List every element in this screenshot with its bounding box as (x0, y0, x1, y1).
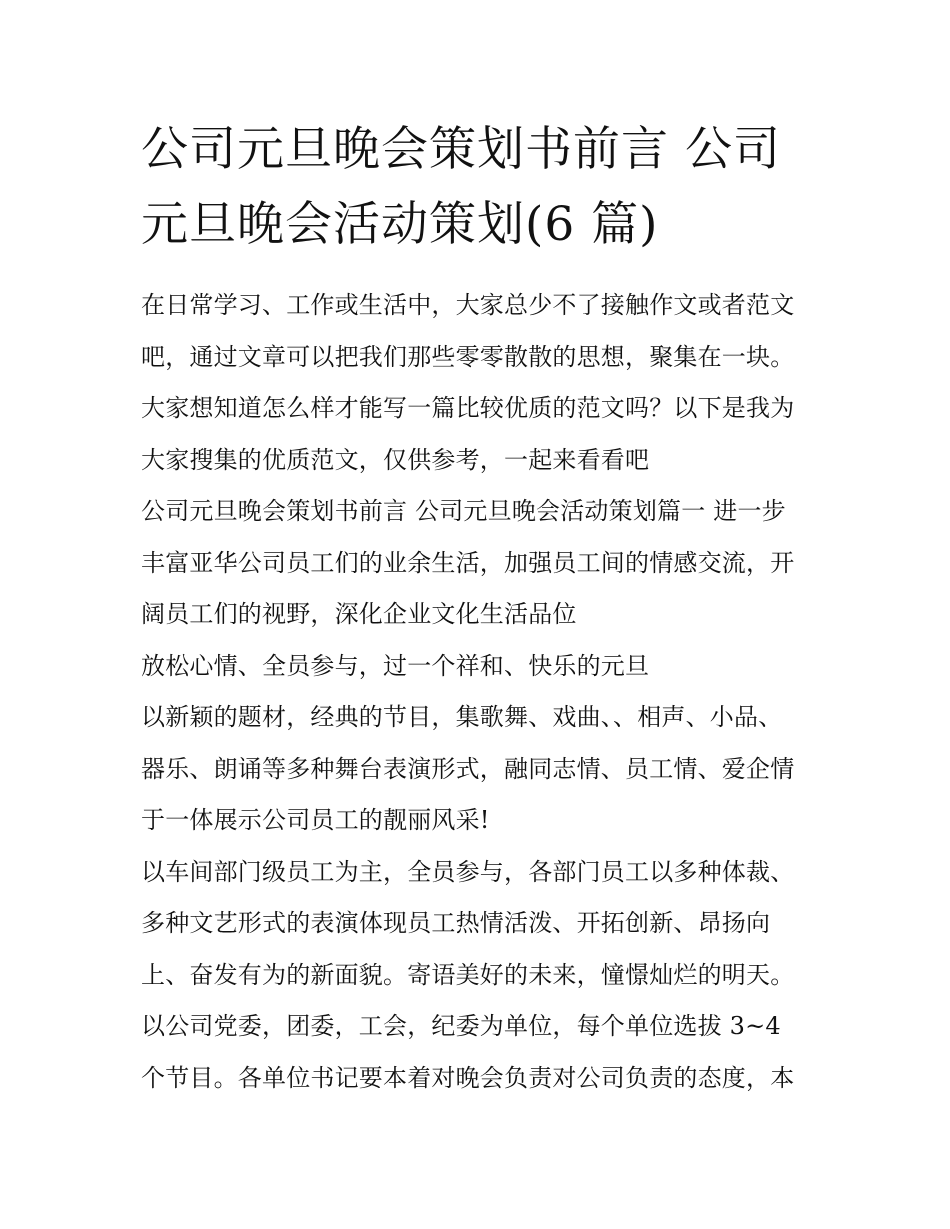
body-line: 以新颖的题材，经典的节目，集歌舞、戏曲、、相声、小品、 (141, 703, 783, 731)
document-title (141, 112, 821, 262)
body-line: 个节目。各单位书记要本着对晚会负责对公司负责的态度，本 (141, 1063, 795, 1092)
body-line: 于一体展示公司员工的靓丽风采! (141, 806, 490, 834)
body-line: 丰富亚华公司员工们的业余生活，加强员工间的情感交流，开 (141, 548, 795, 577)
body-line: 上、奋发有为的新面貌。寄语美好的未来，憧憬灿烂的明天。 (141, 960, 795, 989)
title-line: 公司元旦晚会策划书前言 公司 (141, 122, 781, 177)
body-line: 以车间部门级员工为主，全员参与，各部门员工以多种体裁、 (141, 857, 795, 886)
body-line: 大家想知道怎么样才能写一篇比较优质的范文吗？以下是我为 (141, 394, 795, 422)
body-line: 公司元旦晚会策划书前言 公司元旦晚会活动策划篇一 进一步 (141, 497, 786, 525)
body-line: 在日常学习、工作或生活中，大家总少不了接触作文或者范文 (141, 291, 795, 319)
title-line: 元旦晚会活动策划(6 篇) (141, 197, 659, 252)
body-line: 阔员工们的视野，深化企业文化生活品位 (141, 600, 577, 628)
document-body (141, 280, 821, 1104)
body-line: 大家搜集的优质范文，仅供参考，一起来看看吧 (141, 445, 650, 474)
body-line: 多种文艺形式的表演体现员工热情活泼、开拓创新、昂扬向 (141, 909, 771, 937)
body-line: 以公司党委，团委，工会，纪委为单位，每个单位选拔 3~4 (141, 1012, 781, 1040)
body-line: 吧，通过文章可以把我们那些零零散散的思想，聚集在一块。 (141, 342, 795, 371)
body-line: 放松心情、全员参与，过一个祥和、快乐的元旦 (141, 651, 650, 680)
body-line: 器乐、朗诵等多种舞台表演形式，融同志情、员工情、爱企情 (141, 754, 795, 783)
